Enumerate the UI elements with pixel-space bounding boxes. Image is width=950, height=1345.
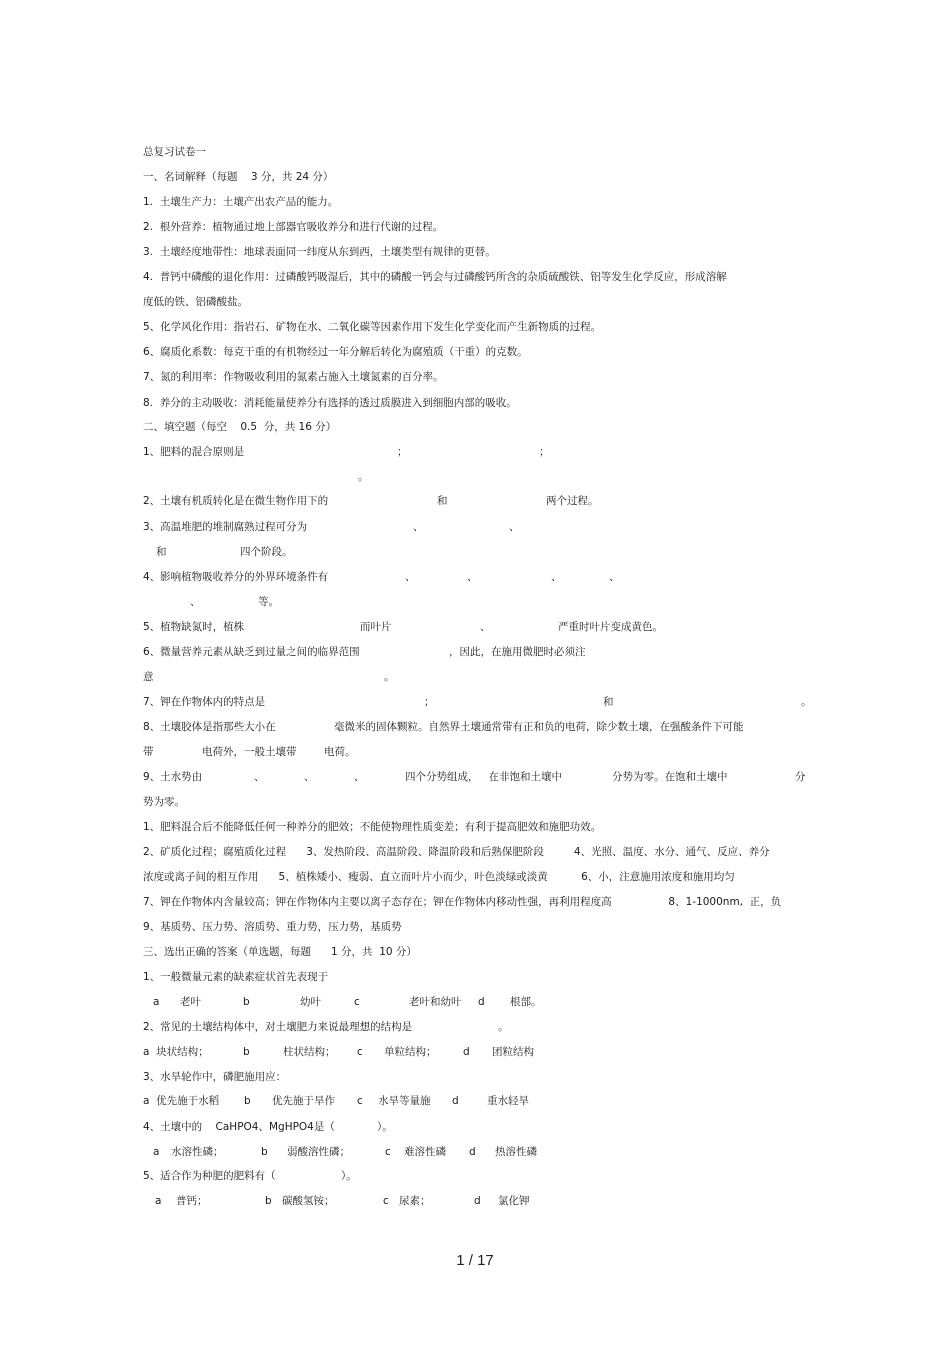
fill-question-text: 。 (384, 671, 395, 683)
mc-option-letter: c (385, 1146, 391, 1158)
definition-item: 1. 土壤生产力：土壤产出农产品的能力。 (143, 196, 339, 208)
mc-option-text: 热溶性磷 (495, 1146, 537, 1158)
fill-question-text: 严重时叶片变成黄色。 (558, 621, 663, 633)
definition-item: 2. 根外营养：植物通过地上部器官吸收养分和进行代谢的过程。 (143, 221, 444, 233)
page-number: 1 / 17 (456, 1252, 494, 1269)
mc-option-letter: b (243, 996, 250, 1008)
fill-question-text: 、 (480, 621, 491, 633)
mc-question-stem: 5、适合作为种肥的肥料有（ (143, 1170, 276, 1182)
mc-option-letter: d (452, 1095, 459, 1107)
mc-question-stem: 3、水旱轮作中，磷肥施用应： (143, 1071, 287, 1083)
fill-question-text: 、 (304, 771, 315, 783)
mc-option-letter: a (155, 1195, 162, 1207)
fill-question-text: 势为零。 (143, 796, 185, 808)
mc-question-stem: 。 (498, 1021, 509, 1033)
fill-question-text: ； (397, 446, 408, 458)
mc-option-text: 难溶性磷 (404, 1146, 446, 1158)
mc-option-text: 尿素； (399, 1195, 431, 1207)
mc-question-stem: 1、一般微量元素的缺素症状首先表现于 (143, 971, 329, 983)
mc-option-text: a 优先施于水稻 (143, 1095, 220, 1107)
fill-question-text: 四个分势组成， 在非饱和土壤中 (405, 771, 563, 783)
answer-line: 1、肥料混合后不能降低任何一种养分的肥效；不能使物理性质变差；有利于提高肥效和施肥功效。 (143, 821, 602, 833)
fill-question-text: 。 (801, 696, 812, 708)
fill-question-text: 电荷外，一般土壤带 (202, 746, 297, 758)
fill-question-text: 7、钾在作物体内的特点是 (143, 696, 266, 708)
fill-question-text: 、 (509, 521, 520, 533)
fill-question-text: 9、土水势由 (143, 771, 203, 783)
mc-option-text: 水旱等量施 (378, 1095, 431, 1107)
fill-question-text: 、 (551, 571, 562, 583)
mc-option-letter: b (265, 1195, 272, 1207)
definition-item: 3. 土壤经度地带性：地球表面同一纬度从东到西，土壤类型有规律的更替。 (143, 246, 496, 258)
fill-question-text: 2、土壤有机质转化是在微生物作用下的 (143, 495, 329, 507)
fill-question-text: 、 (254, 771, 265, 783)
fill-question-text: 带 (143, 746, 154, 758)
fill-question-text: 两个过程。 (546, 495, 599, 507)
fill-question-text: 、 (190, 596, 201, 608)
definition-item: 5、化学风化作用：指岩石、矿物在水、二氧化碳等因素作用下发生化学变化而产生新物质的过程。 (143, 321, 602, 333)
fill-question-text: 分势为零。在饱和土壤中 (612, 771, 728, 783)
mc-option-text: 单粒结构； (384, 1046, 437, 1058)
mc-option-text: 氯化钾 (498, 1195, 530, 1207)
fill-question-text: ，因此，在施用微肥时必须注 (449, 646, 586, 658)
mc-option-text: 根部。 (510, 996, 542, 1008)
definition-item: 4. 普钙中磷酸的退化作用：过磷酸钙吸湿后，其中的磷酸一钙会与过磷酸钙所含的杂质硫酸铁、铝等发生化学反应，形成溶解 (143, 271, 727, 283)
document-title: 总复习试卷一 (143, 146, 206, 158)
mc-option-letter: d (463, 1046, 470, 1058)
mc-option-text: a 块状结构； (143, 1046, 209, 1058)
fill-question-text: 意 (143, 671, 154, 683)
mc-option-letter: d (474, 1195, 481, 1207)
fill-question-text: 1、肥料的混合原则是 (143, 446, 245, 458)
mc-option-text: 水溶性磷； (171, 1146, 224, 1158)
mc-question-stem: 4、土壤中的 CaHPO4、MgHPO4是（ (143, 1121, 335, 1133)
fill-question-text: 8、土壤胶体是指那些大小在 (143, 721, 276, 733)
fill-question-text: 3、高温堆肥的堆制腐熟过程可分为 (143, 521, 308, 533)
answer-line: 7、钾在作物体内含量较高；钾在作物体内主要以离子态存在；钾在作物体内移动性强，再利用程度高 8、1-1000nm, 正，负 (143, 896, 782, 908)
definition-item: 度低的铁、铝磷酸盐。 (143, 296, 248, 308)
answer-line: 2、矿质化过程；腐殖质化过程 3、发热阶段、高温阶段、降温阶段和后熟保肥阶段 4、光照、温度、水分、通气、反应、养分 (143, 846, 770, 858)
mc-option-letter: d (478, 996, 485, 1008)
section-heading: 三、选出正确的答案（单选题，每题 1 分，共 10 分） (143, 946, 417, 958)
mc-option-letter: d (469, 1146, 476, 1158)
mc-option-letter: b (243, 1046, 250, 1058)
section-heading: 一、名词解释（每题 3 分，共 24 分） (143, 171, 334, 183)
answer-line: 浓度或离子间的相互作用 5、植株矮小、瘦弱、直立而叶片小而少，叶色淡绿或淡黄 6、小，注意施用浓度和施用均匀 (143, 871, 735, 883)
fill-question-text: 6、微量营养元素从缺乏到过量之间的临界范围 (143, 646, 360, 658)
fill-question-text: 等。 (258, 596, 279, 608)
fill-question-text: 、 (354, 771, 365, 783)
mc-option-letter: c (383, 1195, 389, 1207)
mc-option-text: 柱状结构； (283, 1046, 336, 1058)
mc-option-text: 团粒结构 (492, 1046, 534, 1058)
fill-question-text: 、 (413, 521, 424, 533)
mc-option-letter: b (261, 1146, 268, 1158)
fill-question-text: 和 (603, 696, 614, 708)
mc-question-stem: ）。 (341, 1170, 357, 1182)
mc-question-stem: 2、常见的土壤结构体中，对土壤肥力来说最理想的结构是 (143, 1021, 413, 1033)
fill-question-text: 、 (609, 571, 620, 583)
fill-question-text: 、 (405, 571, 416, 583)
mc-option-letter: c (357, 1095, 363, 1107)
definition-item: 7、氮的利用率：作物吸收利用的氮素占施入土壤氮素的百分率。 (143, 371, 444, 383)
fill-question-text: 四个阶段。 (240, 546, 293, 558)
definition-item: 6、腐质化系数：每克干重的有机物经过一年分解后转化为腐殖质（干重）的克数。 (143, 346, 528, 358)
mc-option-letter: b (244, 1095, 251, 1107)
mc-option-text: 老叶 (180, 996, 201, 1008)
fill-question-text: 。 (358, 471, 369, 483)
fill-question-text: ； (424, 696, 435, 708)
mc-option-text: 碳酸氢铵； (282, 1195, 335, 1207)
fill-question-text: 4、影响植物吸收养分的外界环境条件有 (143, 571, 329, 583)
fill-question-text: 而叶片 (360, 621, 392, 633)
mc-option-letter: c (354, 996, 360, 1008)
mc-option-text: 弱酸溶性磷； (287, 1146, 350, 1158)
fill-question-text: 毫微米的固体颗粒。自然界土壤通常带有正和负的电荷，除少数土壤，在强酸条件下可能 (334, 721, 744, 733)
mc-option-text: 老叶和幼叶 (409, 996, 462, 1008)
mc-option-letter: a (153, 1146, 160, 1158)
mc-option-text: 普钙； (176, 1195, 208, 1207)
answer-line: 9、基质势、压力势、溶质势、重力势，压力势，基质势 (143, 921, 402, 933)
fill-question-text: 5、植物缺氮时，植株 (143, 621, 245, 633)
fill-question-text: ； (539, 446, 550, 458)
fill-question-text: 和 (156, 546, 167, 558)
fill-question-text: 和 (437, 495, 448, 507)
mc-question-stem: ）。 (377, 1121, 393, 1133)
mc-option-text: 幼叶 (300, 996, 321, 1008)
mc-option-letter: c (357, 1046, 363, 1058)
definition-item: 8. 养分的主动吸收：消耗能量使养分有选择的透过质膜进入到细胞内部的吸收。 (143, 397, 517, 409)
fill-question-text: 电荷。 (324, 746, 356, 758)
section-heading: 二、填空题（每空 0.5 分，共 16 分） (143, 421, 337, 433)
fill-question-text: 分 (795, 771, 806, 783)
mc-option-text: 重水轻旱 (487, 1095, 529, 1107)
mc-option-text: 优先施于旱作 (272, 1095, 335, 1107)
fill-question-text: 、 (467, 571, 478, 583)
mc-option-letter: a (153, 996, 160, 1008)
